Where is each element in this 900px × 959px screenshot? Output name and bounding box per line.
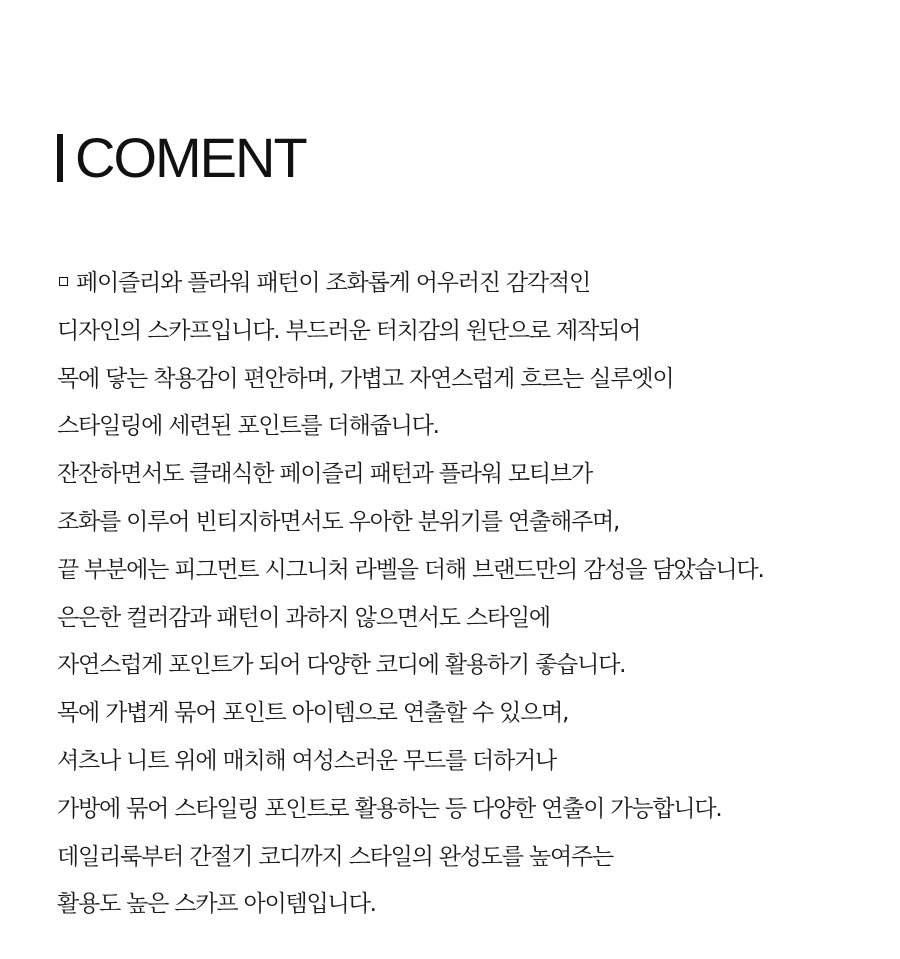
description-line: 자연스럽게 포인트가 되어 다양한 코디에 활용하기 좋습니다. bbox=[57, 652, 626, 679]
description-line: 디자인의 스카프입니다. 부드러운 터치감의 원단으로 제작되어 bbox=[57, 317, 641, 344]
description-line: 은은한 컬러감과 패턴이 과하지 않으면서도 스타일에 bbox=[57, 604, 550, 631]
description-line-text: 페이즐리와 플라워 패턴이 조화롭게 어우러진 감각적인 bbox=[76, 270, 590, 296]
section-title: COMENT bbox=[75, 126, 306, 189]
description-line: 잔잔하면서도 클래식한 페이즐리 패턴과 플라워 모티브가 bbox=[57, 461, 592, 488]
section-heading bbox=[57, 128, 306, 188]
description-line bbox=[57, 260, 857, 308]
description-line: 끝 부분에는 피그먼트 시그니처 라벨을 더해 브랜드만의 감성을 담았습니다. bbox=[57, 556, 764, 583]
description-line: 목에 가볍게 묶어 포인트 아이템으로 연출할 수 있으며, bbox=[57, 700, 569, 727]
product-description bbox=[57, 260, 857, 929]
description-line: 스타일링에 세련된 포인트를 더해줍니다. bbox=[57, 413, 439, 440]
description-line: 목에 닿는 착용감이 편안하며, 가볍고 자연스럽게 흐르는 실루엣이 bbox=[57, 365, 674, 392]
small-square-bullet-icon bbox=[59, 277, 68, 286]
description-line: 활용도 높은 스카프 아이템입니다. bbox=[57, 891, 376, 918]
description-line: 가방에 묶어 스타일링 포인트로 활용하는 등 다양한 연출이 가능합니다. bbox=[57, 795, 722, 822]
description-line: 데일리룩부터 간절기 코디까지 스타일의 완성도를 높여주는 bbox=[57, 843, 614, 870]
heading-accent-bar bbox=[57, 134, 63, 182]
description-line: 셔츠나 니트 위에 매치해 여성스러운 무드를 더하거나 bbox=[57, 747, 557, 774]
description-line: 조화를 이루어 빈티지하면서도 우아한 분위기를 연출해주며, bbox=[57, 508, 620, 535]
